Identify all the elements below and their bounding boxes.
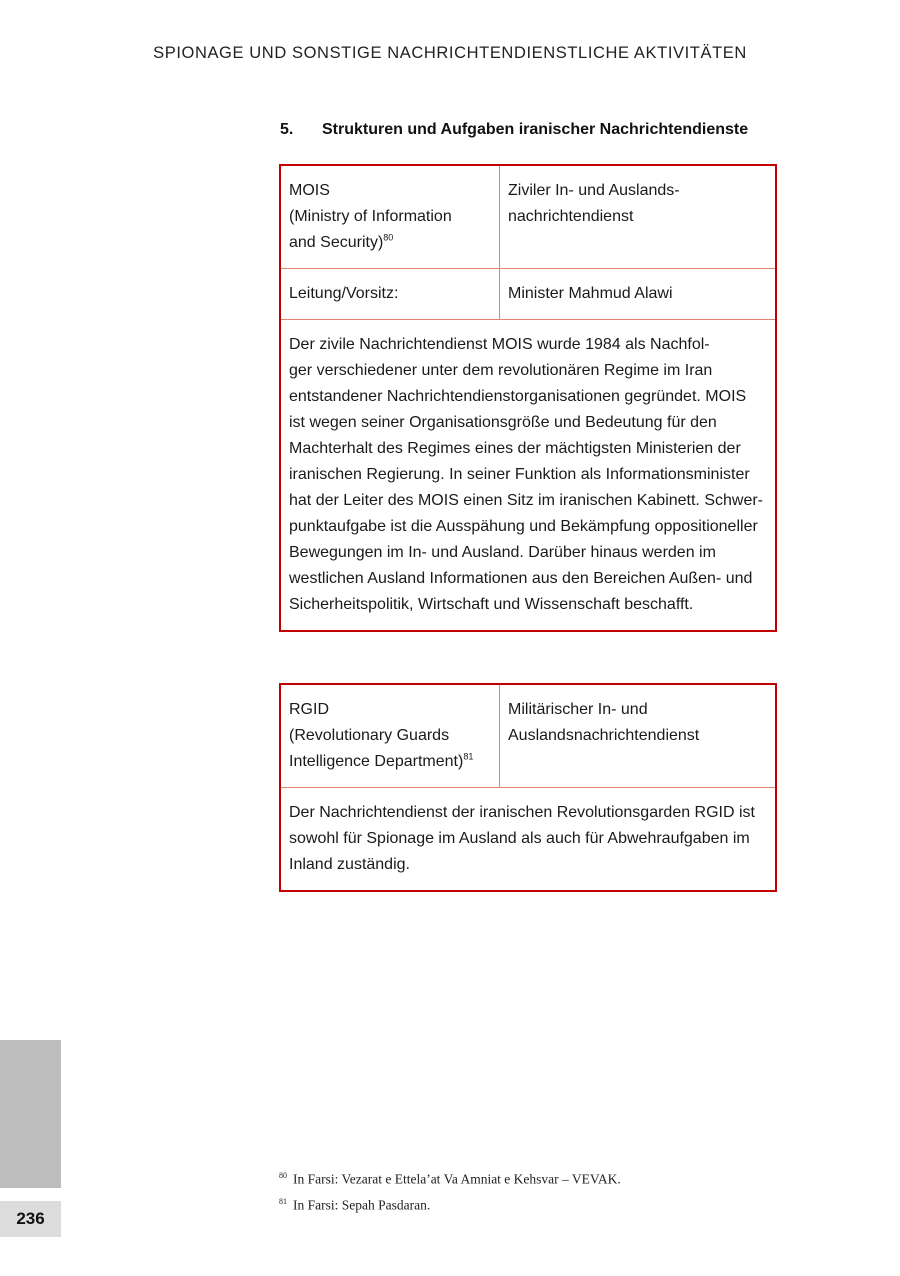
mois-body-line: Bewegungen im In- und Ausland. Darüber hinaus werden im <box>289 544 716 561</box>
rgid-name-cell <box>281 685 500 787</box>
mois-leadership-label: Leitung/Vorsitz: <box>281 269 500 319</box>
mois-description-cell <box>500 166 775 268</box>
mois-table <box>279 164 777 632</box>
rgid-body-line: Inland zuständig. <box>289 856 410 873</box>
mois-full-name-line1: (Ministry of Information <box>289 208 452 225</box>
footnote-80 <box>279 1165 779 1191</box>
mois-full-name-line2: and Security) <box>289 234 384 251</box>
rgid-name-row <box>281 685 775 788</box>
mois-body-line: ger verschiedener unter dem revolutionären Regime im Iran <box>289 362 713 379</box>
mois-description-line1: Ziviler In- und Auslands- <box>508 182 680 199</box>
rgid-full-name-line1: (Revolutionary Guards <box>289 727 450 744</box>
mois-body-line: Sicherheitspolitik, Wirtschaft und Wissenschaft beschafft. <box>289 596 694 613</box>
page-number: 236 <box>0 1201 61 1237</box>
rgid-body-row <box>281 788 775 890</box>
mois-body-line: Der zivile Nachrichtendienst MOIS wurde 1984 als Nachfol- <box>289 336 710 353</box>
mois-name: MOIS <box>289 182 330 199</box>
mois-name-cell <box>281 166 500 268</box>
section-number: 5. <box>280 121 294 138</box>
rgid-description-line1: Militärischer In- und <box>508 701 648 718</box>
mois-body-line: westlichen Ausland Informationen aus den Bereichen Außen- und <box>289 570 753 587</box>
footnote-81 <box>279 1191 779 1217</box>
footnotes <box>279 1165 779 1216</box>
rgid-body-text <box>281 788 775 890</box>
mois-body-row <box>281 320 775 630</box>
footnote-ref-81[interactable]: 81 <box>463 751 474 762</box>
section-heading <box>280 121 780 139</box>
mois-name-row <box>281 166 775 269</box>
rgid-full-name-line2: Intelligence Department) <box>289 753 464 770</box>
footnote-ref-80[interactable]: 80 <box>383 232 394 243</box>
mois-description-line2: nachrichtendienst <box>508 208 634 225</box>
rgid-body-line: Der Nachrichtendienst der iranischen Revolutionsgarden RGID ist <box>289 804 755 821</box>
mois-body-line: Machterhalt des Regimes eines der mächtigsten Ministerien der <box>289 440 741 457</box>
running-header: SPIONAGE UND SONSTIGE NACHRICHTENDIENSTLICHE AKTIVITÄTEN <box>153 44 747 62</box>
footnote-number: 80 <box>279 1171 287 1180</box>
mois-leadership-value: Minister Mahmud Alawi <box>508 285 673 302</box>
rgid-description-cell <box>500 685 775 787</box>
rgid-body-line: sowohl für Spionage im Ausland als auch für Abwehraufgaben im <box>289 830 750 847</box>
footnote-text: In Farsi: Sepah Pasdaran. <box>293 1197 431 1212</box>
section-title: Strukturen und Aufgaben iranischer Nachrichtendienste <box>322 121 749 138</box>
mois-body-line: hat der Leiter des MOIS einen Sitz im iranischen Kabinett. Schwer- <box>289 492 763 509</box>
mois-body-line: iranischen Regierung. In seiner Funktion als Informationsminister <box>289 466 750 483</box>
mois-body-line: punktaufgabe ist die Ausspähung und Bekämpfung oppositioneller <box>289 518 758 535</box>
footnote-text: In Farsi: Vezarat e Ettela’at Va Amniat e Kehsvar – VEVAK. <box>293 1171 621 1187</box>
mois-leadership-row <box>281 269 775 320</box>
side-thumb-bar <box>0 1040 61 1188</box>
mois-body-line: entstandener Nachrichtendienstorganisationen gegründet. MOIS <box>289 388 747 405</box>
rgid-description-line2: Auslandsnachrichtendienst <box>508 727 700 744</box>
mois-body-text <box>281 320 775 630</box>
rgid-name: RGID <box>289 701 329 718</box>
rgid-table <box>279 683 777 892</box>
footnote-number: 81 <box>279 1196 287 1206</box>
mois-body-line: ist wegen seiner Organisationsgröße und Bedeutung für den <box>289 414 717 431</box>
